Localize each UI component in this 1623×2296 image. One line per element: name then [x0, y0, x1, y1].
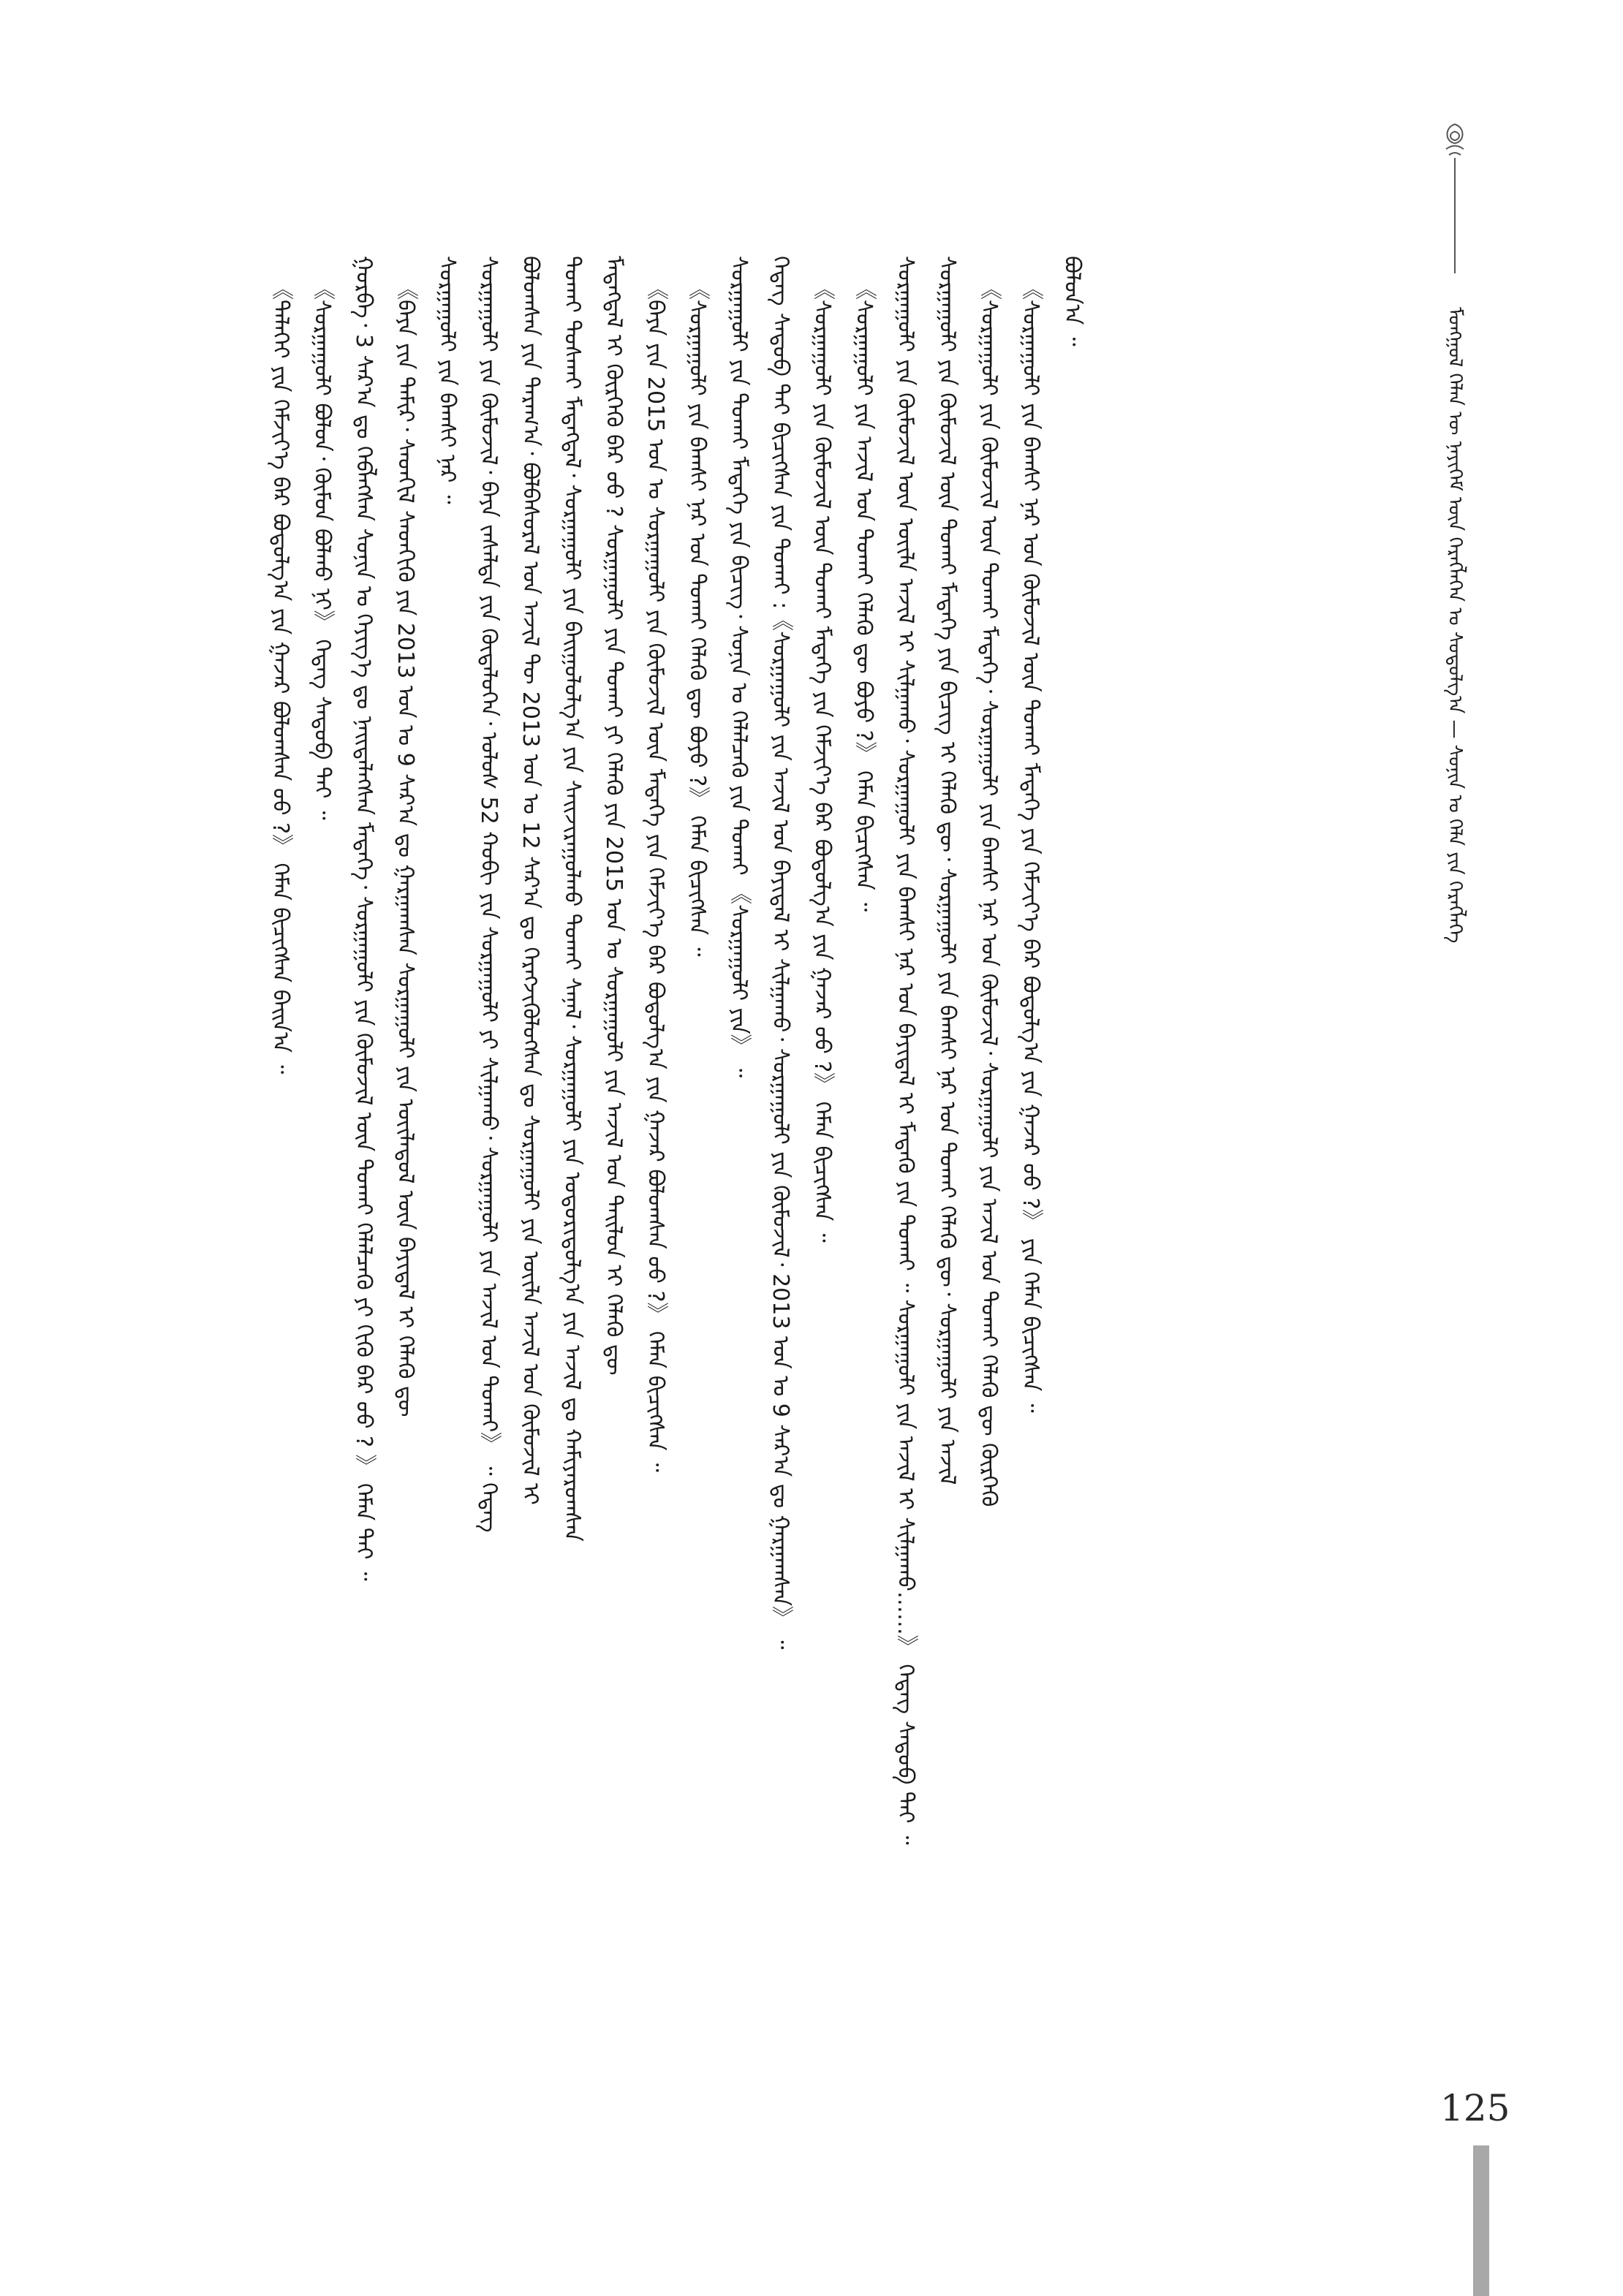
text-line: 《ᠰᠤᠷᠭᠠᠭᠤᠯᠢ ᠶᠢᠨ ᠪᠠᠭᠰᠢ ᠨᠠᠷ ᠤᠨ ᠬᠦᠮᠦᠵᠢᠯ ᠦᠨ ᠲᠤᠬᠠᠢ ᠮᠡᠳᠡᠭᠡ ᠶᠢᠨ ᠬᠡᠮᠵᠢᠶ᠎ᠡ ᠪᠡᠷ ᠪᠣᠳᠣᠯᠭ᠎ᠠ ᠶᠢᠨ ᠭᠠᠵᠠᠷ ᠤᠤ ?》 ᠶᠢᠨ ᠬᠡᠮᠡᠨ ᠪᠢᠴᠢᠭᠰᠡᠨ ᠃ [1018, 278, 1043, 1413]
running-header [1433, 117, 1477, 1652]
text-line: 《ᠪᠡᠶᠡ ᠶᠢᠨ ᠲᠠᠮᠢᠷ᠂ ᠰᠡᠳᠬᠢᠯ ᠰᠡᠳᠬᠢᠬᠦ ᠶᠢᠨ 2013 ᠣᠨ ᠤ 9 ᠰᠠᠷ᠎ᠠ ᠳᠤ ᠭᠠᠷᠭᠠᠭᠰᠠᠨ ᠰᠤᠷᠭᠠᠭᠤᠯᠢ ᠶᠢᠨ ᠦᠢᠯᠡᠳᠦᠯ ᠦᠨ ᠪᠠᠶᠢᠳᠠᠯ ᠢ ᠬᠡᠯᠡᠬᠦ ᠳᠦ [393, 278, 418, 1417]
ornament-icon [1442, 117, 1468, 278]
text-line: ᠭᠡᠳᠡᠭ ᠰᠡᠳᠦᠪ ᠲᠡᠢ ᠪᠢᠴᠢᠭᠰᠡᠨ ᠶᠢᠨ ᠲᠤᠬᠠᠢ :《ᠰᠤᠷᠭᠠᠭᠤᠯᠢ ᠶᠢᠨ ᠠᠵᠢᠯ ᠤᠨ ᠪᠠᠶᠢᠳᠠᠯ ᠢ ᠰᠢᠯᠭᠠᠬᠤ᠂ ᠰᠤᠷᠭᠠᠭᠤᠯᠢ ᠶᠢᠨ ᠬᠦᠮᠦᠵᠢᠯ᠂ 2013 ᠣᠨ ᠤ 9 ᠰᠠᠷ᠎ᠠ ᠳᠤ ᠭᠠᠷᠭᠠᠭᠰᠠᠨ》 ᠃ [768, 256, 793, 1650]
text-line: ᠪᠣᠯᠤᠭᠰᠠᠨ ᠶᠢᠨ ᠳᠠᠷᠠᠭ᠎ᠠ᠂ ᠪᠣᠯᠪᠠᠰᠤᠷᠠᠯ ᠤᠨ ᠠᠵᠢᠯ ᠲᠦ 2013 ᠣᠨ ᠤ 12 ᠰᠠᠷ᠎ᠠ ᠳᠤ ᠬᠡᠷᠡᠭᠵᠢᠭᠦᠯᠦᠭᠰᠡᠨ ᠳᠤ ᠰᠤᠷᠭᠠᠭᠤᠯᠢ ᠶᠢᠨ ᠦᠢᠯᠡ ᠠᠵᠢᠯ ᠤᠨ ᠬᠦᠮᠦᠵᠢᠯ ᠢ [518, 256, 543, 1505]
text-line: ᠭᠤᠷᠪᠠ᠂ 3 ᠰᠠᠷ᠎ᠠ ᠳᠤ ᠬᠡᠪᠯᠡᠭᠰᠡᠨ ᠰᠣᠨᠢᠨ ᠤ ᠬᠡᠶᠢᠭ᠎ᠡ ᠳᠤ ᠨᠡᠢᠲᠡᠯᠡᠭᠰᠡᠨ ᠮᠡᠳᠡᠭᠡ᠂ ᠰᠤᠷᠭᠠᠭᠤᠯᠢ ᠶᠢᠨ ᠬᠦᠮᠦᠵᠢᠯ ᠦᠨ ᠲᠤᠬᠠᠢ ᠬᠡᠯᠡᠯᠴᠡᠬᠦ ᠶᠢ ᠬᠢᠬᠦ ᠪᠡᠷ ᠤᠤ ? 》 ᠬᠡᠮᠡᠨ ᠲᠡᠢ ᠃ [351, 256, 377, 1581]
page-edge-tab [1473, 2145, 1489, 2296]
text-line: ᠲᠤᠬᠠᠢ ᠲᠤᠰᠬᠠᠢ ᠮᠡᠳᠡᠭᠳᠡᠯ᠂ ᠰᠤᠷᠭᠠᠭᠤᠯᠢ ᠶᠢᠨ ᠪᠠᠢᠭᠤᠯᠤᠯᠭ᠎ᠠ ᠶᠢᠨ ᠰᠠᠢᠵᠢᠷᠠᠭᠤᠯᠬᠤ ᠲᠤᠬᠠᠢ ᠰᠠᠨᠠᠯ᠂ ᠰᠤᠷᠭᠠᠭᠤᠯᠢ ᠶᠢᠨ ᠤᠳᠤᠷᠢᠳᠤᠯᠭ᠎ᠠ ᠶᠢᠨ ᠠᠵᠢᠯ ᠳᠤ ᠬᠠᠮᠢᠶᠠᠷᠤᠭᠰᠠᠨ [559, 256, 585, 1542]
text-line: 《ᠰᠤᠷᠭᠠᠭᠤᠯᠢ ᠪᠣᠯᠤᠨ᠂ ᠬᠦᠮᠦᠨ ᠪᠣᠯᠬᠤ ᠨᠢ》 ᠭᠡᠳᠡᠭ ᠰᠡᠳᠦᠪ ᠲᠡᠢ ᠃ [309, 278, 335, 820]
text-line: ᠰᠤᠷᠭᠠᠭᠤᠯᠢ ᠶᠢᠨ ᠲᠤᠬᠠᠢ ᠮᠡᠳᠡᠭᠡ ᠶᠢᠨ ᠪᠢᠴᠢᠭ᠂ ᠰᠣᠨᠢᠨ ᠤ ᠬᠡᠯᠡᠯᠴᠡᠬᠦ ᠶᠢᠨ ᠲᠤᠬᠠᠢ 《ᠰᠤᠷᠭᠠᠭᠤᠯᠢ ᠶᠢᠨ》 ᠃ [726, 256, 752, 1078]
body-text-block [263, 256, 1382, 2039]
text-line: 《ᠰᠤᠷᠭᠠᠭᠤᠯᠢ ᠶᠢᠨ ᠬᠦᠮᠦᠵᠢᠯ ᠦᠨ ᠲᠤᠬᠠᠢ ᠮᠡᠳᠡᠭᠡ᠂ ᠰᠤᠷᠭᠠᠭᠤᠯᠢ ᠶᠢᠨ ᠪᠠᠭᠰᠢ ᠨᠠᠷ ᠤᠨ ᠬᠦᠮᠦᠵᠢᠯ᠂ ᠰᠤᠷᠭᠠᠭᠤᠯᠢ ᠶᠢᠨ ᠠᠵᠢᠯ ᠤᠨ ᠲᠤᠬᠠᠢ ᠬᠡᠯᠡᠬᠦ ᠳᠦ ᠬᠦᠷᠭᠡᠬᠦ [976, 278, 1002, 1507]
text-line: ᠪᠣᠯᠤᠨ᠎ᠠ ᠃ [1059, 256, 1085, 346]
text-line: ᠰᠤᠷᠭᠠᠭᠤᠯᠢ ᠶᠢᠨ ᠬᠦᠮᠦᠵᠢᠯ ᠦᠨ ᠲᠤᠬᠠᠢ ᠮᠡᠳᠡᠭᠡ ᠶᠢᠨ ᠪᠢᠴᠢᠭ ᠢ ᠬᠡᠯᠡᠬᠦ ᠳᠦ᠂ ᠰᠤᠷᠭᠠᠭᠤᠯᠢ ᠶᠢᠨ ᠪᠠᠭᠰᠢ ᠨᠠᠷ ᠤᠨ ᠲᠤᠬᠠᠢ ᠬᠡᠯᠡᠬᠦ ᠳᠦ᠂ ᠰᠤᠷᠭᠠᠭᠤᠯᠢ ᠶᠢᠨ ᠠᠵᠢᠯ [934, 256, 960, 1485]
text-line: ᠮᠡᠳᠡᠭᠳᠡᠯ ᠢ ᠬᠦᠷᠭᠡᠬᠦ ᠪᠡᠷ ᠤᠤ ? ᠰᠤᠷᠭᠠᠭᠤᠯᠢ ᠶᠢᠨ ᠲᠤᠬᠠᠢ ᠶᠢ ᠬᠡᠯᠡᠬᠦ ᠶᠢᠨ 2015 ᠣᠨ ᠤ ᠰᠤᠷᠭᠠᠭᠤᠯᠢ ᠶᠢᠨ ᠠᠵᠢᠯ ᠤᠨ ᠲᠠᠢᠯᠤᠨ ᠢ ᠬᠡᠯᠡᠬᠦ ᠳᠦ [601, 256, 627, 1376]
text-line: 《ᠰᠤᠷᠭᠠᠭᠤᠯᠢ ᠶᠢᠨ ᠬᠦᠮᠦᠵᠢᠯ ᠦᠨ ᠲᠤᠬᠠᠢ ᠮᠡᠳᠡᠭᠡ ᠶᠢᠨ ᠬᠡᠮᠵᠢᠶ᠎ᠡ ᠪᠡᠷ ᠪᠣᠳᠣᠯᠭ᠎ᠠ ᠶᠢᠨ ᠭᠠᠵᠠᠷ ᠤᠤ ?》 ᠬᠡᠮᠡᠨ ᠪᠢᠴᠢᠭᠰᠡᠨ ᠃ [809, 278, 835, 1243]
text-line: 《ᠪᠡᠶᠡ ᠶᠢᠨ 2015 ᠣᠨ ᠤ ᠰᠤᠷᠭᠠᠭᠤᠯᠢ ᠶᠢᠨ ᠬᠦᠮᠦᠵᠢᠯ ᠦᠨ ᠮᠡᠳᠡᠭᠡ ᠶᠢᠨ ᠬᠡᠮᠵᠢᠶ᠎ᠡ ᠪᠡᠷ ᠪᠣᠳᠣᠯᠭ᠎ᠠ ᠶᠢᠨ ᠭᠠᠵᠠᠷ ᠪᠤᠯᠤᠭᠰᠠᠨ ᠤᠤ ?》 ᠬᠡᠮᠡᠨ ᠪᠢᠴᠢᠭᠰᠡᠨ ᠃ [643, 278, 668, 1472]
page-number: 125 [1440, 2087, 1510, 2129]
text-line: ᠰᠤᠷᠭᠠᠭᠤᠯᠢ ᠶᠢᠨ ᠬᠦᠮᠦᠵᠢᠯ ᠦᠨ ᠦᠢᠯᠡ ᠠᠵᠢᠯ ᠢ ᠰᠢᠯᠭᠠᠬᠤ᠂ ᠰᠤᠷᠭᠠᠭᠤᠯᠢ ᠶᠢᠨ ᠪᠠᠭᠰᠢ ᠨᠠᠷ ᠤᠨ ᠪᠠᠶᠢᠳᠠᠯ ᠢ ᠮᠡᠳᠡᠬᠦ ᠶᠢᠨ ᠲᠤᠬᠠᠢ ᠃ ᠰᠤᠷᠭᠠᠭᠤᠯᠢ ᠶᠢᠨ ᠠᠵᠢᠯ ᠢ ᠰᠢᠯᠭᠠᠬᠤ……》 ᠭᠡᠳᠡᠭ ᠰᠡᠳᠦᠪ ᠲᠡᠢ ᠃ [893, 256, 918, 1845]
running-header-title: ᠮᠣᠩᠭᠣᠯ ᠬᠡᠯᠡᠨ ᠦ ᠨᠡᠶᠢᠭᠡᠮ ᠦᠨ ᠬᠡᠷᠡᠭᠯᠡᠭᠡᠨ ᠤ ᠰᠤᠳᠤᠯᠭ᠎ᠠ — ᠰᠣᠨᠢᠨ ᠤ ᠬᠡᠯᠡ ᠶᠢᠨ ᠬᠡᠷᠡᠭᠯᠡᠭᠡ [1444, 307, 1466, 944]
text-line: ᠰᠤᠷᠭᠠᠭᠤᠯᠢ ᠶᠢᠨ ᠬᠦᠮᠦᠵᠢᠯ᠂ ᠪᠡᠶᠡ ᠵᠠᠰᠠᠯᠲᠠ ᠶᠢᠨ ᠬᠥᠳᠡᠯᠦᠭᠡᠨ᠂ ᠤᠯᠤᠰ 52 ᠬᠤᠪᠢ ᠶᠢᠨ ᠰᠤᠷᠭᠠᠭᠤᠯᠢ ᠶᠢ ᠰᠢᠯᠭᠠᠬᠤ᠂ ᠰᠤᠷᠭᠠᠭᠤᠯᠢ ᠶᠢᠨ ᠠᠵᠢᠯ ᠤᠨ ᠲᠤᠬᠠᠢ》 ᠃ ᠭᠡᠳᠡᠭ [476, 256, 502, 1533]
text-line: ᠰᠤᠷᠭᠠᠭᠤᠯᠢ ᠶᠢᠨ ᠪᠠᠭᠰᠢ ᠨᠠᠷ ᠃ [434, 256, 460, 504]
text-line: 《ᠰᠤᠷᠭᠠᠭᠤᠯᠢ ᠶᠢᠨ ᠠᠵᠢᠯ ᠤᠨ ᠲᠤᠬᠠᠢ ᠬᠡᠯᠡᠬᠦ ᠳᠦ ᠪᠤᠶᠤ ?》 ᠬᠡᠮᠡᠨ ᠪᠢᠴᠢᠭᠰᠡᠨ ᠃ [851, 278, 877, 912]
text-line: 《ᠰᠤᠷᠭᠠᠭᠤᠯᠢ ᠶᠢᠨ ᠪᠠᠭᠰᠢ ᠨᠠᠷ ᠤᠨ ᠲᠤᠬᠠᠢ ᠬᠡᠯᠡᠬᠦ ᠳᠦ ᠪᠤᠶᠤ ?》 ᠬᠡᠮᠡᠨ ᠪᠢᠴᠢᠭᠰᠡᠨ ᠃ [684, 278, 710, 957]
text-line: 《ᠳᠡᠯᠡᠬᠡᠢ ᠶᠢᠨ ᠬᠡᠮᠵᠢᠶ᠎ᠡ ᠪᠡᠷ ᠪᠣᠳᠣᠯᠭ᠎ᠠ ᠶᠢᠨ ᠭᠠᠵᠠᠷ ᠪᠤᠯᠤᠭᠰᠠᠨ ᠤᠤ ?》 ᠬᠡᠮᠡᠨ ᠪᠢᠴᠢᠭᠰᠡᠨ ᠪᠠᠢᠨ᠎ᠠ ᠃ [268, 278, 293, 1075]
